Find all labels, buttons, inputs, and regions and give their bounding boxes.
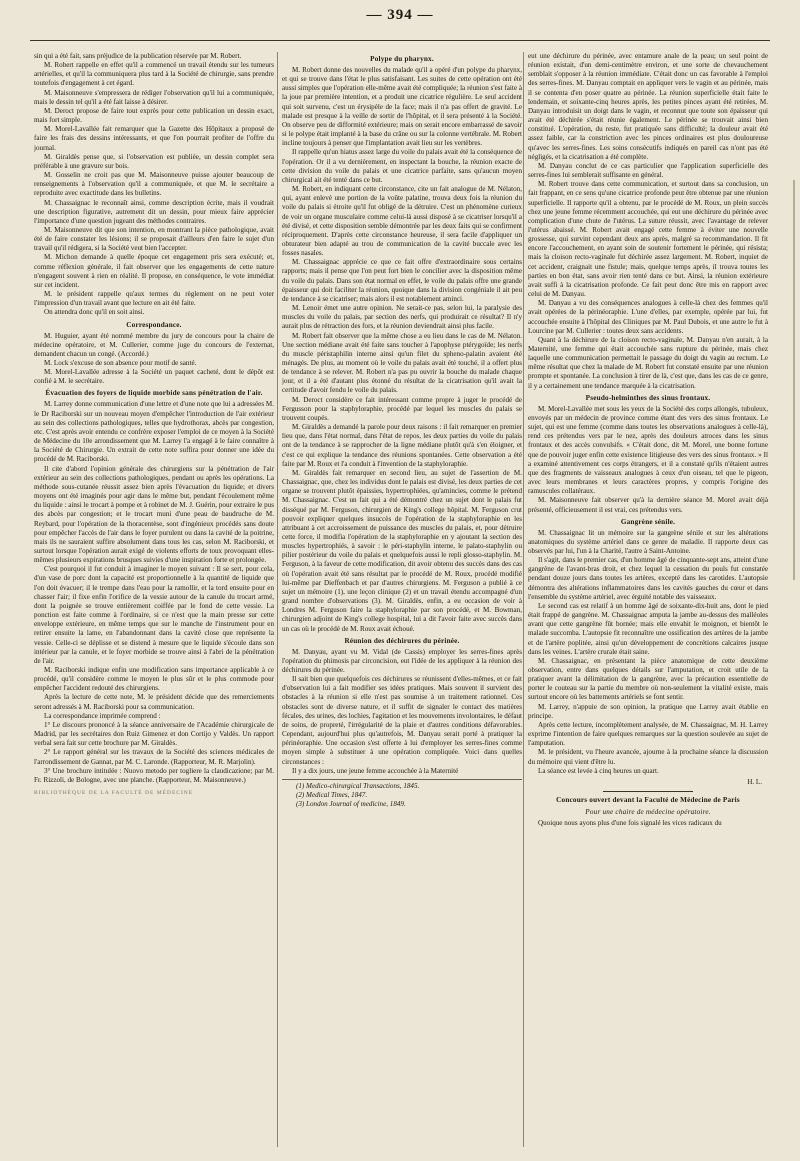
paragraph: M. Chassaignac lit un mémoire sur la gangrène sénile et sur les altérations anatomiques du système artériel dans ce genre de maladie. Il rapporte deux cas observés par lui, l'un à la Charité, l'autre à Saint-Antoine. [528,528,768,555]
section-heading-concours: Concours ouvert devant la Faculté de Médecine de Paris [556,796,740,805]
footnote: (3) London Journal of medicine, 1849. [296,800,406,809]
paragraph: M. Huguier, ayant été nommé membre du jury de concours pour la chaire de médecine opératoire, et M. Cullerier, comme juge du concours de l'externat, demandent chacun un congé. (Accordé.) [34,331,274,358]
section-heading-pseudo-helminthes: Pseudo-helminthes des sinus frontaux. [585,393,711,402]
section-heading-correspondance: Correspondance. [126,320,182,329]
section-divider [603,791,693,792]
column-2 [282,52,522,1150]
paragraph: Il cite d'abord l'opinion générale des chirurgiens sur la pénétration de l'air extérieur au sein des collections pathologiques, pendant ou après les opérations. La méthode sous-cutanée réussit assez bien après l'évacuation du liquide; et divers moyens ont été imaginés pour agir dans le même but, pendant l'écoulement même du liquide : ainsi le trocart à pompe et à robinet de M. J. Guérin, pour extraire le pus des abcès par congestion; et le trocart muni d'une peau de baudruche de M. Reybard, pour l'opération de la thoracentèse, sont d'ingénieux procédés sans doute pour empêcher l'accès de l'air dans le foyer purulent ou dans la cavité de la poitrine, mais ils ne sauraient suffire absolument dans tous les cas, selon M. Raciborski, et surtout lorsque l'opération aurait exigé de violents efforts de toux provoquant elles-mêmes plusieurs expirations brusques suivies d'une inspiration forte et prolongée. [34,464,274,565]
column-1 [34,52,274,1150]
column-separator [523,52,524,1147]
paragraph: La correspondance imprimée comprend : [44,711,161,720]
paragraph: M. Danyau, ayant vu M. Vidal (de Cassis) employer les serres-fines après l'opération du phimosis par circoncision, eut l'idée de les appliquer à la réunion des déchirures du périnée. [282,647,522,674]
paragraph: M. Chassaignac le reconnaît ainsi, comme description écrite, mais il voudrait une description figurative, autrement dit un dessin, pour mieux faire apprécier l'importance d'une question jugeant des méthodes contraires. [34,198,274,225]
column-3 [528,52,768,1150]
paragraph: M. Danyau a vu des conséquences analogues à celle-là chez des femmes qu'il avait opérées de la périnéoraphie. L'une d'elles, par exemple, opérée par lui, fut accouchée ensuite à l'hôpital des Cliniques par M. Paul Dubois, et une autre le fut à Lourcine par M. Cullerier : toutes deux sans accidents. [528,299,768,335]
library-stamp: BIBLIOTHÈQUE DE LA FACULTÉ DE MÉDECINE [34,790,194,797]
paragraph: Il rappelle qu'un hiatus assez large du voile du palais avait été la conséquence de l'opération. Or il a vu dernièrement, en inspectant la bouche, la réunion exacte de cette division du voile du palais et une cicatrice parfaite, sans qu'aucun moyen chirurgical ait été tenté dans ce but. [282,148,522,184]
footnote: (1) Medico-chirurgical Transactions, 1845. [296,781,420,790]
paragraph: M. Maisonneuve s'empressera de rédiger l'observation qu'il lui a communiquée, mais le dessin tel qu'il a été fait laisse à désirer. [34,88,274,106]
header-rule [30,40,770,41]
paragraph: M. Giraldès pense que, si l'observation est publiée, un dessin complet sera préférable à une gravure sur bois. [34,152,274,170]
section-heading-polype: Polype du pharynx. [370,55,434,63]
paragraph: M. Robert, en indiquant cette circonstance, cite un fait analogue de M. Nélaton, qui, ayant enlevé une portion de la voûte palatine, trouva deux fois la réunion du voile du palais si étroite qu'il fut obligé de la détruire. C'est un phénomène curieux de voir un organe musculaire comme celui-là aussi disposé à se cicatriser lorsqu'il a été divisé, et cette disposition semble démontrée par les deux faits qui se confirment réciproquement. D'après cette circonstance heureuse, il sera facile d'appliquer un obturateur bien adapté au trou de communication de la cavité buccale avec les fosses nasales. [282,185,522,258]
section-subheading-concours [528,808,768,817]
signature: H. L. [747,777,762,786]
paragraph: M. Chassaignac apprécie ce que ce fait offre d'extraordinaire sous certains rapports; mais il pense que l'on peut fort bien le concilier avec la disposition même du voile du palais. Dans son état normal en effet, le voile du palais offre une grande épaisseur qui doit faciliter la réunion, quoique dans la division congéniale il ait peu de tendance à se cicatriser; mais alors il est notablement aminci. [282,258,522,303]
paragraph: M. Larrey, n'appuie de son opinion, la pratique que Larrey avait établie en principe. [528,702,768,720]
paragraph: M. Robert fait observer que la même chose a eu lieu dans le cas de M. Nélaton. Une section médiane avait été faite sans toucher à l'apophyse ptérygoïde; les nerfs du muscle péristaphilin interne ainsi qu'un filet du spheno-palatin avaient été ménagés. De plus, au moment où le voile du palais avait été touché, il a offert plus de tendance à se relever. M. Robert n'a pas pu ouvrir la bouche du malade chaque jour, et il a été d'autant plus étonné du résultat de la cicatrisation qu'il avait la certitude d'avoir fendu le voile du palais. [282,331,522,395]
paragraph: M. Morel-Lavallée fait remarquer que la Gazette des Hôpitaux a proposé de faire les frais des dessins intéressants, et que l'on pourrait profiter de l'offre du journal. [34,125,274,152]
paragraph: 1° Le discours prononcé à la séance anniversaire de l'Académie chirurgicale de Madrid, par les secrétaires don Ruiz Gimenez et don Cortijo y Valdès. Un rapport verbal sera fait sur cette brochure par M. Giraldès. [34,720,274,748]
paragraph: La séance est levée à cinq heures un quart. [538,766,659,775]
paragraph: M. Robert rappelle en effet qu'il a commencé un travail étendu sur les tumeurs artérielles, et qu'il la communiquera plus tard à la Société de chirurgie, sans prendre toutefois d'engagement à cet égard. [34,61,274,88]
paragraph: M. Morel-Lavallée met sous les yeux de la Société des corps allongés, tubuleux, envoyés par un médecin de province comme étant des vers des sinus frontaux. Le sujet, qui est une femme (comme dans toutes les observations analogues à celle-là), rend ces prétendus vers par le nez, après des douleurs atroces dans les sinus frontaux et des accès convulsifs. « C'était donc, dit M. Morel, une bonne fortune que de pouvoir juger enfin cette existence litigieuse des vers des sinus frontaux. » Il a examiné attentivement ces corps étrangers, et il a constaté qu'ils n'étaient autres que des fragments de vaisseaux analogues à ceux d'un oiseau, tel que le pigeon, avec leurs membranes et leurs caractères propres, y compris l'origine des ramuscules collatéraux. [528,404,768,496]
paragraph: M. Gosselin ne croit pas que M. Maisonneuve puisse ajouter beaucoup de renseignements à l'observation qu'il a communiquée, et que M. le secrétaire a reproduite avec exactitude dans les bulletins. [34,171,274,198]
concours-subtitle: Pour une chaire de médecine opératoire. [585,808,711,817]
footnotes [282,779,522,809]
paragraph: C'est pourquoi il fut conduit à imaginer le moyen suivant : Il se sert, pour cela, d'un vase de porc dont la capacité est proportionnelle à la quantité de liquide que l'on doit évacuer; il le trempe dans l'eau pour la ramollir, et la tord ensuite pour en chasser l'air; il fixe enfin l'orifice de la vessie autour de la canule du trocart armé, dont la poignée se trouve entièrement coiffée par le fond de cette vessie. La ponction est faite comme à l'ordinaire, si ce n'est que la main presse sur cette enveloppe extérieure, en même temps que sur le manche de l'instrument pour en retirer ensuite la lame, en l'abandonnant dans la cavité close que représente la vessie. Celle-ci se déplisse et se distend à mesure que le liquide s'écoule dans son intérieur par la canule, et le foyer morbide se trouve ainsi à l'abri de la pénétration de l'air. [34,565,274,665]
section-heading-dechirures: Réunion des déchirures du périnée. [344,636,460,645]
paragraph: On attendra donc qu'il en soit ainsi. [44,308,145,317]
page-header [0,6,800,28]
paragraph: M. Lock s'excuse de son absence pour motif de santé. [44,359,197,367]
paragraph: M. Deroct considère ce fait intéressant comme propre à juger le procédé de Fergusson pour la staphyloraphie, procédé par lequel les muscles du palais se trouvent coupés. [282,395,522,422]
paragraph: M. Deroct propose de faire tout exprès pour cette publication un dessin exact, mais fort simple. [34,106,274,125]
footnote: (2) Medical Times, 1847. [296,791,368,800]
paragraph: Après la lecture de cette note, M. le président décide que des remerciements seront adressés à M. Raciborski pour sa communication. [34,693,274,711]
paragraph: M. Maisonneuve dit que son intention, en montrant la pièce pathologique, avait été de faire constater les lésions; il se proposait d'ailleurs d'en faire le sujet d'un travail qu'il rédigera, si la Société veut bien l'accepter. [34,225,274,253]
paragraph: Après cette lecture, incomplètement analysée, de M. Chassaignac, M. H. Larrey exprime l'intention de faire quelques remarques sur la question soulevée au sujet de l'amputation. [528,720,768,748]
paragraph: M. Morel-Lavallée adresse à la Société un paquet cacheté, dont le dépôt est confié à M. le secrétaire. [34,368,274,386]
paragraph: Il y a dix jours, une jeune femme accouchée à la Maternité [292,766,459,775]
paragraph: M. le président, vu l'heure avancée, ajourne à la prochaine séance la discussion du mémoire qui vient d'être lu. [528,748,768,766]
paragraph: 3° Une brochure intitulée : Nuovo metodo per togliere la claudicazione; par M. Fr. Rizzoli, de Bologne, avec une planche. (Rapporteur, M. Maisonneuve.) [34,766,274,784]
column-separator [277,52,278,1147]
paragraph: M. Maisonneuve fait observer qu'à la dernière séance M. Morel avait déjà présenté, officieusement il est vrai, ces prétendus vers. [528,496,768,514]
paragraph: M. Raciborski indique enfin une modification sans importance applicable à ce procédé, qu'il considère comme le moyen le plus sûr et le plus commode pour empêcher l'accident redouté des chirurgiens. [34,666,274,693]
paragraph: M. Lenoir émet une autre opinion. Ne serait-ce pas, selon lui, la paralysie des muscles du voile du palais, par section des nerfs, qui produirait ce résultat? Il n'y aurait plus de rétraction des fors, et la réunion deviendrait ainsi plus facile. [282,304,522,331]
paragraph: eut une déchirure du périnée, avec entamure anale de la peau; un seul point de réunion existait, d'un demi-centimètre environ, et une sorte de chevauchement semblait s'opposer à la réunion immédiate. C'était donc un cas favorable à l'emploi des serres-fines. M. Danyau comptait en appliquer vers le vagin et au périnée, mais il se contenta d'en poser quatre au périnée. La réunion superficielle était faite le lendemain, et soixante-cinq heures après, les petites pinces ayant été retirées, M. Danyau introduisit un doigt dans le vagin, et reconnut que toute son épaisseur qui avait été déchirée s'était réunie également. Le périnée se trouvait ainsi bien constitué. L'opération, du reste, fut pratiquée sans difficulté; la douleur avait été assez faible, car la constriction avec les pinces ordinaires est plus douloureuse qu'avec les serres-fines. Les soins consécutifs indiqués en pareil cas n'ont pas été négligés, et la cicatrisation a été complète. [528,52,768,161]
paragraph: M. le président rappelle qu'aux termes du règlement on ne peut voter l'impression d'un travail avant que lecture en ait été faite. [34,290,274,308]
paragraph: Il sait bien que quelquefois ces déchirures se réunissent d'elles-mêmes, et ce fait d'observation lui a fait modifier ses idées pratiques. Mais souvent il survient des obstacles à la réunion si elle n'est pas soumise à un traitement rationnel. Ces obstacles sont de diverse nature, et il suffit de signaler le contact des matières fécales, des urines, des lochies, l'agitation et les mouvements involontaires, le défaut de soins, de propreté, l'irrégularité de la plaie et d'autres conditions défavorables. Cependant, aujourd'hui plus qu'autrefois, M. Danyau serait porté à pratiquer la périnéoraphie. Une occasion s'est offerte à lui d'employer les serres-fines comme moyen simple à substituer à une opération compliquée. Voici dans quelles circonstances : [282,675,522,766]
page-edge-mark [793,180,795,580]
page-number: — 394 — [366,7,434,23]
section-heading-evacuation: Évacuation des foyers de liquide morbide sans pénétration de l'air. [45,389,263,398]
paragraph: Le second cas est relatif à un homme âgé de soixante-dix-huit ans, dont le pied était frappé de gangrène. M. Chassaignac amputa la jambe au-dessus des malléoles avant que cette gangrène fût bornée; mais elle envahit le moignon, et bientôt le malade succomba. L'autopsie fit reconnaître une ossification des artères de la jambe et de l'artère poplitée, ainsi qu'un développement de concrétions calcaires jusque dans les veines. L'artère crurale était saine. [528,601,768,656]
paragraph: M. Robert trouve dans cette communication, et surtout dans sa conclusion, un fait frappant, en ce sens qu'une cicatrice profonde peut être obtenue par une réunion superficielle. Il rapporte qu'il a obtenu, par le procédé de M. Roux, un plein succès chez une jeune femme récemment accouchée, qui eut une déchirure du périnée avec complication d'une chute de l'utérus. La suture réussit, avec l'avantage de relever l'utérus abaissé. M. Robert avait engagé cette femme à éviter une nouvelle grossesse, qui survint cependant deux ans après, malgré sa recommandation. Il fit encore l'accouchement, en ayant soin de soutenir fortement le périnée, qui résista; mais la cloison recto-vaginale fut déchirée assez largement. M. Robert, inquiet de cet accident, craignait une fistule; mais, quelque temps après, il trouva toutes les parties en bon état, sans avoir rien tenté dans ce but. Ainsi, la réunion extérieure avait suffi à la cicatrisation profonde. Ce fait peut donc être mis en rapport avec celui de M. Danyau. [528,180,768,299]
paragraph: M. Danyau conclut de ce cas particulier que l'application superficielle des serres-fines lui semblerait suffisante en général. [528,161,768,180]
paragraph: M. Michon demande à quelle époque cet engagement pris sera exécuté; et, comme réflexion générale, il fait observer que les engagements de cette nature n'engagent souvent à rien en réalité. Il propose, en conséquence, le vote immédiat sur cet incident. [34,253,274,289]
paragraph: Quant à la déchirure de la cloison recto-vaginale, M. Danyau n'en aurait, à la Maternité, une femme qui était accouchée sans rupture du périnée, mais chez laquelle une communication permettait le passage du doigt du vagin au rectum. Le même résultat que chez la malade de M. Robert fut constaté ensuite par une réunion prompte et spontanée. La conclusion à tirer de là, c'est que, dans les cas de ce genre, il y a certainement une tendance marquée à la cicatrisation. [528,335,768,390]
paragraph: M. Robert donne des nouvelles du malade qu'il a opéré d'un polype du pharynx, et qui se trouve dans l'état le plus satisfaisant. Les suites de cette opération ont été aussi simples que l'opération elle-même avait été compliquée; la réunion s'est faite à la joue par première intention, et a produit une cicatrice régulière. Le seul accident qui soit survenu, c'est un érysipèle de la face; mais il n'a pas offert de gravité. Le malade est presque à la veille de sortir de l'hôpital, et il sera présenté à la Société. On observe peu de difformité extérieure; mais on serait encore embarrassé de savoir si le polype était implanté à la base du crâne ou sur la colonne vertébrale. M. Robert incline toujours à penser que l'implantation avait lieu sur les vertèbres. [282,66,522,148]
paragraph: M. Chassaignac, en présentant la pièce anatomique de cette deuxième observation, entre dans quelques détails sur l'amputation, et croit utile de la pratiquer avant la délimitation de la gangrène, avec la précaution essentielle de porter le couteau sur la partie du membre où non-seulement la vitalité existe, mais surtout encore où les battements artériels se font sentir. [528,656,768,702]
paragraph: M. Giraldès fait remarquer en second lieu, au sujet de l'assertion de M. Chassaignac, que, chez les individus dont le palais est divisé, les deux parties de cet organe se trouvent plutôt épaissies, hypertrophiées, qu'amincies, comme le prétend M. Chassaignac. C'est un fait qui a été démontré chez un sujet dont le palais fut disséqué par M. Ferguson, chirurgien de King's college hôpital. M. Ferguson crut pouvoir expliquer quelques insuccès de l'opération de la staphyloraphie en les attribuant à cet accroissement de puissance des muscles du palais, et, pour détruire cette force, il modifia l'opération de la staphyloraphie en y ajoutant la section des muscles hypertrophiés, à savoir : le péri-staphylin interne, le palato-staphylin ou pilier postérieur du voile du palais et quelquefois aussi le repli glosso-staphylin. M. Ferguson, à la faveur de cette modification, dit avoir obtenu des succès dans des cas où l'opération avait été sans résultat par le procédé de M. Roux, procédé modifié lui-même par Dieffenbach et par d'autres chirurgiens. M. Ferguson a publié à ce sujet un mémoire (1), une leçon clinique (2) et un travail étendu accompagné d'un grand nombre d'observations (3). M. Giraldès, enfin, a eu occasion de voir à Londres M. Ferguson faire la staphyloraphie par son procédé, et M. Bowman, chirurgien adjoint de King's college hospital, lui a dit l'avoir faite avec succès dans un cas où le procédé de M. Roux avait échoué. [282,468,522,633]
paragraph: M. Giraldès a demandé la parole pour deux raisons : il fait remarquer en premier lieu que, dans l'état normal, dans l'état de repos, les deux parties du voile du palais ont de la tendance à se rapprocher de la ligne médiane plutôt qu'à s'en éloigner, et c'est ce qui explique la tendance des réunions spontanées. Cette observation a été faite par M. Roux et l'a conduit à l'invention de la staphyloraphie. [282,423,522,468]
paragraph: Quoique nous ayons plus d'une fois signalé les vices radicaux du [538,819,722,828]
col1-paragraphs [34,52,274,318]
section-heading-gangrene: Gangrène sénile. [620,517,676,526]
paragraph: sin qui a été fait, sans préjudice de la publication réservée par M. Robert. [34,52,242,60]
paragraph: M. Larrey donne communication d'une lettre et d'une note que lui a adressées M. le Dr Raciborski sur un nouveau moyen d'empêcher l'introduction de l'air extérieur au sein des collections pathologiques, telles que hydrothorax, abcès par congestion, etc. C'est après avoir entendu ce confrère exposer l'emploi de ce moyen à la Société de Médecine du 10e arrondissement que M. Larrey l'a engagé à le faire connaître à la Société de Chirurgie. Un extrait de cette note suffira pour donner une idée du procédé de M. Raciborski. [34,400,274,464]
paragraph: 2° Le rapport général sur les travaux de la Société des sciences médicales de l'arrondissement de Gannat, par M. C. Laronde. (Rapporteur, M. R. Marjolin). [34,748,274,766]
paragraph: Il s'agit, dans le premier cas, d'un homme âgé de cinquante-sept ans, atteint d'une gangrène de l'avant-bras droit, et chez lequel la cessation du pouls fut constatée pendant douze jours dans toutes les artères, excepté dans les carotides. L'autopsie démontra des altérations inflammatoires dans les cavités gauches du cœur et dans l'ensemble du système artériel, avec érguité notable des vaisseaux. [528,556,768,601]
